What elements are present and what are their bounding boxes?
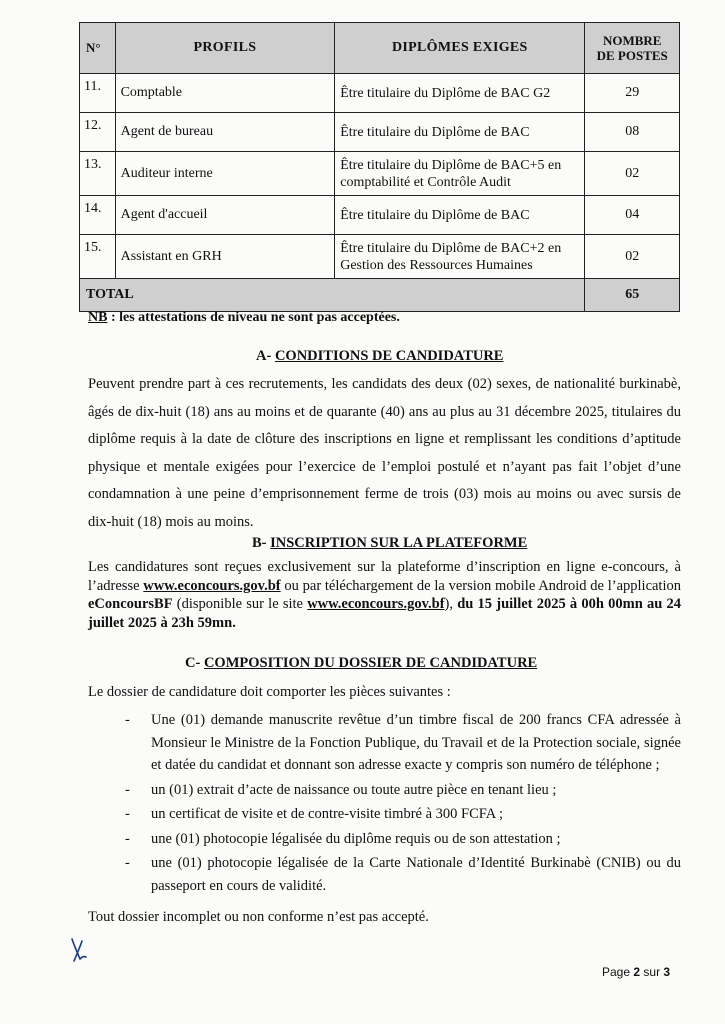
section-c-intro: Le dossier de candidature doit comporter les pièces suivantes : xyxy=(88,684,451,700)
list-item xyxy=(121,779,681,802)
table-row xyxy=(80,113,680,152)
table-row xyxy=(80,74,680,113)
bullet: - xyxy=(125,806,130,822)
page-sep: sur xyxy=(643,965,661,979)
section-c-title xyxy=(185,655,537,672)
table-header xyxy=(80,23,680,74)
econcours-link-2[interactable]: www.econcours.gov.bf xyxy=(307,596,445,612)
closing-note: Tout dossier incomplet ou non conforme n’est pas accepté. xyxy=(88,909,429,925)
list-item-text: une (01) photocopie légalisée de la Carte Nationale d’Identité Burkinabè (CNIB) ou du passeport en cours de validité. xyxy=(151,855,681,894)
app-name: eConcoursBF xyxy=(88,596,173,612)
nb-note xyxy=(88,310,400,326)
bullet: - xyxy=(125,855,130,871)
list-item-text: un certificat de visite et de contre-visite timbré à 300 FCFA ; xyxy=(151,806,504,822)
section-b-text4: ), xyxy=(444,596,458,612)
row-postes: 04 xyxy=(585,196,680,235)
section-a-prefix: A- xyxy=(256,348,275,364)
row-diplome: Être titulaire du Diplôme de BAC+5 en comptabilité et Contrôle Audit xyxy=(335,152,585,196)
row-num: 13. xyxy=(80,152,116,196)
page-current: 2 xyxy=(633,965,641,979)
row-postes: 02 xyxy=(585,152,680,196)
bullet: - xyxy=(125,830,130,847)
bullet: - xyxy=(125,781,130,798)
total-value: 65 xyxy=(585,279,680,312)
list-item xyxy=(121,803,681,826)
bullet: - xyxy=(125,712,130,728)
header-postes xyxy=(585,23,680,74)
pieces-list xyxy=(121,709,681,897)
section-b-text3: (disponible sur le site xyxy=(172,596,308,612)
row-diplome: Être titulaire du Diplôme de BAC+2 en Gestion des Ressources Humaines xyxy=(335,235,585,279)
page-total: 3 xyxy=(663,965,671,979)
section-b-text1: Les candidatures sont reçues exclusivement sur la plateforme d’inscription en ligne e-concours, à l’adresse xyxy=(88,559,681,594)
row-postes: 08 xyxy=(585,113,680,152)
row-diplome: Être titulaire du Diplôme de BAC G2 xyxy=(335,74,585,113)
row-profil: Auditeur interne xyxy=(115,152,335,196)
section-b-heading: INSCRIPTION SUR LA PLATEFORME xyxy=(270,535,528,551)
list-item xyxy=(121,852,681,897)
section-a-heading: CONDITIONS DE CANDIDATURE xyxy=(274,348,504,364)
row-profil: Assistant en GRH xyxy=(115,235,335,279)
list-item xyxy=(121,709,681,777)
list-item-text: un (01) extrait d’acte de naissance ou toute autre pièce en tenant lieu ; xyxy=(151,781,557,798)
section-c-prefix: C- xyxy=(185,655,204,671)
row-diplome: Être titulaire du Diplôme de BAC xyxy=(335,113,585,152)
row-postes: 29 xyxy=(585,74,680,113)
list-item-text: Une (01) demande manuscrite revêtue d’un timbre fiscal de 200 francs CFA adressée à Monsieur le Ministre de la Fonction Publique, du Travail et de la Protection sociale, signée et datée du candidat et donnant son adresse exacte y compris son numéro de téléphone ; xyxy=(151,712,681,773)
list-item xyxy=(121,828,681,851)
header-profils: PROFILS xyxy=(115,23,335,74)
list-item-text: une (01) photocopie légalisée du diplôme requis ou de son attestation ; xyxy=(151,830,561,847)
inscription-dates: du 15 juillet 2025 à 00h 00mn au 24 juillet 2025 à 23h 59mn. xyxy=(88,596,681,631)
row-diplome: Être titulaire du Diplôme de BAC xyxy=(335,196,585,235)
section-b-title xyxy=(252,535,527,552)
nb-text: : les attestations de niveau ne sont pas acceptées. xyxy=(107,310,400,325)
table-row xyxy=(80,235,680,279)
section-b-text xyxy=(88,558,681,632)
row-postes: 02 xyxy=(585,235,680,279)
header-num: N° xyxy=(80,23,116,74)
section-b-text2: ou par téléchargement de la version mobile Android de l’application xyxy=(280,577,681,594)
total-label: TOTAL xyxy=(80,279,585,312)
row-profil: Agent d'accueil xyxy=(115,196,335,235)
page-number xyxy=(602,965,670,979)
row-num: 12. xyxy=(80,113,116,152)
section-a-text: Peuvent prendre part à ces recrutements, les candidats des deux (02) sexes, de nationalité burkinabè, âgés de dix-huit (18) ans au moins et de quarante (40) ans au plus au 31 décembre 2025, titulaires du diplôme requis à la date de clôture des inscriptions en ligne et remplissant les conditions d’aptitude physique et mentale exigées pour l’exercice de l’emploi postulé et n’ayant pas fait l’objet d’une condamnation à une peine d’emprisonnement ferme de trois (03) mois au moins ou avec sursis de dix-huit (18) mois au moins. xyxy=(88,376,681,530)
table-row xyxy=(80,152,680,196)
table-row xyxy=(80,196,680,235)
section-c-heading: COMPOSITION DU DOSSIER DE CANDIDATURE xyxy=(203,655,538,671)
nb-label: NB xyxy=(88,310,108,325)
header-postes-line1: NOMBRE xyxy=(602,33,662,48)
row-profil: Agent de bureau xyxy=(115,113,335,152)
section-a-title xyxy=(256,348,503,365)
header-postes-line2: DE POSTES xyxy=(596,48,668,63)
page-word: Page xyxy=(602,965,631,979)
row-num: 11. xyxy=(80,74,116,113)
econcours-link[interactable]: www.econcours.gov.bf xyxy=(143,577,281,594)
row-profil: Comptable xyxy=(115,74,335,113)
row-num: 15. xyxy=(80,235,116,279)
header-diplomes: DIPLÔMES EXIGES xyxy=(335,23,585,74)
row-num: 14. xyxy=(80,196,116,235)
total-row xyxy=(80,279,680,312)
section-b-prefix: B- xyxy=(252,535,271,551)
posts-table xyxy=(79,22,680,312)
initials-signature xyxy=(68,935,92,963)
